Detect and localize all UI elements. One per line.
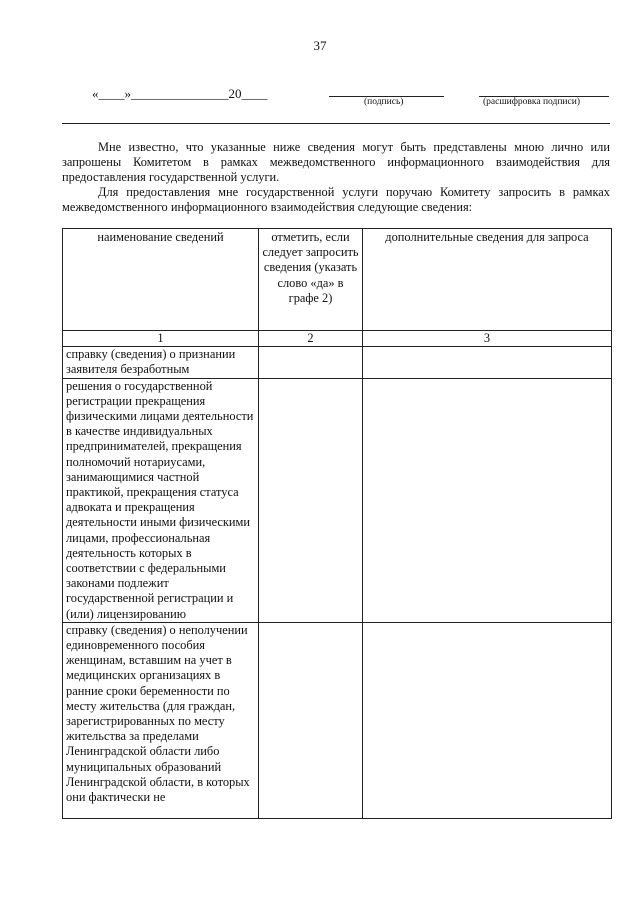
extra-cell[interactable] xyxy=(363,347,612,378)
header-mark: отметить, если следует запросить сведения (указать слово «да» в графе 2) xyxy=(259,229,363,331)
column-number: 2 xyxy=(259,331,363,347)
paragraph-request: Для предоставления мне государственной услуги поручаю Комитету запросить в рамках межведомственного информационного взаимодействия следующие сведения: xyxy=(62,185,610,215)
extra-cell[interactable] xyxy=(363,378,612,622)
column-number: 3 xyxy=(363,331,612,347)
mark-cell[interactable] xyxy=(259,378,363,622)
info-name-cell: решения о государственной регистрации прекращения физическими лицами деятельности в качестве индивидуальных предпринимателей, прекращения полномочий нотариусами, занимающимися частной практикой, прекращения статуса адвоката и прекращения деятельности иными физическими лицами, профессиональная деятельность которых в соответствии с федеральными законами подлежит государственной регистрации и (или) лицензированию xyxy=(63,378,259,622)
extra-cell[interactable] xyxy=(363,622,612,818)
page-number: 37 xyxy=(313,38,327,53)
decryption-caption: (расшифровка подписи) xyxy=(483,97,580,107)
signature-date-line: «____»_______________20____ xyxy=(92,86,268,101)
mark-cell[interactable] xyxy=(259,347,363,378)
info-name-cell: справку (сведения) о неполучении единовременного пособия женщинам, вставшим на учет в медицинских организациях в ранние сроки беременности по месту жительства (для граждан, зарегистрированных по месту жительства за пределами Ленинградской области либо муниципальных образований Ленинградской области, в которых они фактически не xyxy=(63,622,259,818)
header-info-name: наименование сведений xyxy=(63,229,259,331)
column-number-row xyxy=(63,331,612,347)
table-row xyxy=(63,347,612,378)
request-table xyxy=(62,228,612,819)
paragraph-awareness: Мне известно, что указанные ниже сведения могут быть представлены мною лично или запрошены Комитетом в рамках межведомственного информационного взаимодействия для предоставления государственной услуги. xyxy=(62,140,610,185)
mark-cell[interactable] xyxy=(259,622,363,818)
table-header-row xyxy=(63,229,612,331)
signature-caption: (подпись) xyxy=(364,97,404,107)
column-number: 1 xyxy=(63,331,259,347)
divider xyxy=(62,123,610,124)
info-name-cell: справку (сведения) о признании заявителя безработным xyxy=(63,347,259,378)
table-row xyxy=(63,378,612,622)
header-additional: дополнительные сведения для запроса xyxy=(363,229,612,331)
table-row xyxy=(63,622,612,818)
